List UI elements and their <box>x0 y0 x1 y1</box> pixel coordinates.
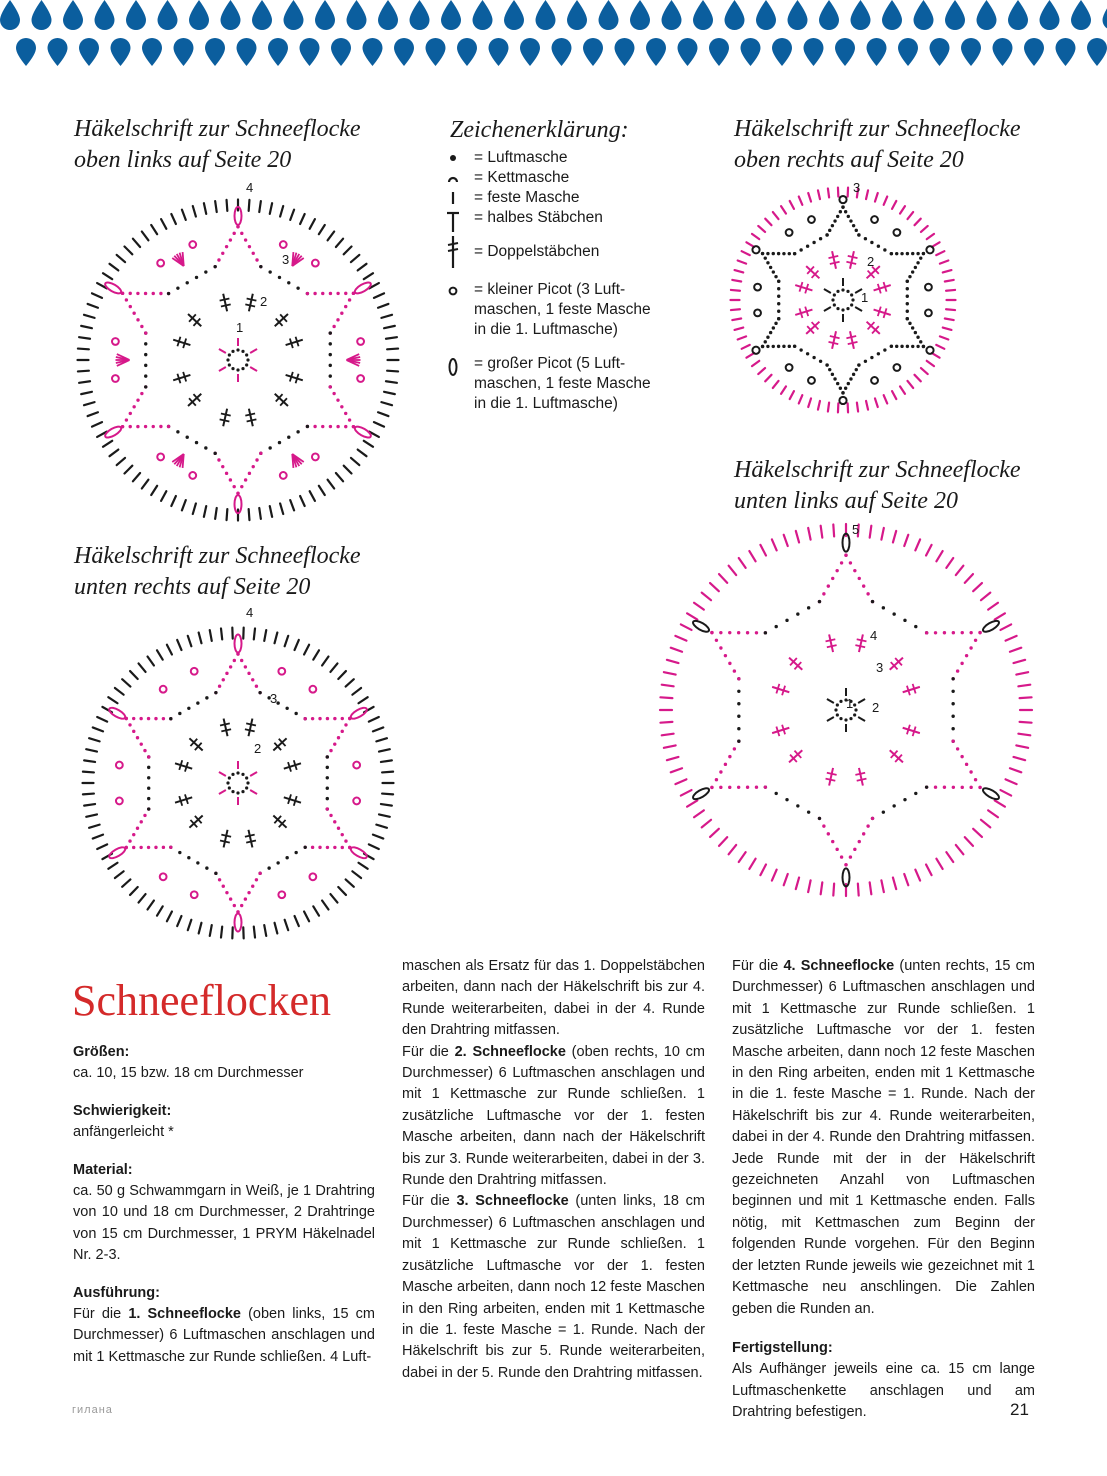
text-run: (unten links, 18 cm Durchmesser) 6 Luftmaschen anschlagen und mit 1 Kettmasche zur Runde schließen. 1 zusätzliche Luftmasche vor der 1. festen Masche arbeiten, dann noch 12 feste Maschen in den Ring arbeiten, enden mit 1 Kettmasche in die 1. feste Masche = 1. Runde. Nach der Häkelschrift bis zur 5. Runde weiterarbeiten, dabei in der 5. Runde den Drahtring mitfassen. <box>402 1193 705 1381</box>
section-heading: Ausführung: <box>73 1284 160 1301</box>
text-run: Für die <box>402 1193 457 1210</box>
section-text: ca. 10, 15 bzw. 18 cm Durchmesser <box>73 1065 304 1082</box>
footer-brand: гилана <box>72 1404 113 1416</box>
small-picot-icon <box>446 280 466 300</box>
crochet-diagram-middle-left <box>70 605 410 960</box>
drop-row-top <box>0 0 1107 30</box>
round-number-label: 1 <box>846 696 854 711</box>
legend-item-large-picot <box>446 354 716 414</box>
round-number-label: 1 <box>236 320 244 335</box>
section-text <box>73 1304 375 1368</box>
caption-line: Häkelschrift zur Schneeflocke <box>734 457 1021 483</box>
large-picot-icon <box>446 354 466 374</box>
legend-item-label: = großer Picot (5 Luft- <box>474 355 626 372</box>
text-run-bold: 2. Schneeflocke <box>454 1043 566 1060</box>
round-number-label: 3 <box>876 660 884 675</box>
legend-item-small-picot <box>446 280 716 340</box>
article-column-1 <box>73 1042 375 1368</box>
caption-line: oben rechts auf Seite 20 <box>734 147 964 173</box>
round-number-label: 2 <box>254 741 262 756</box>
slip-stitch-icon <box>446 168 466 188</box>
text-run-bold: 1. Schneeflocke <box>128 1306 241 1323</box>
round-number-label: 4 <box>246 180 254 195</box>
caption-line: oben links auf Seite 20 <box>74 147 292 173</box>
round-number-label: 3 <box>270 691 278 706</box>
text-run: (oben rechts, 10 cm Durchmesser) 6 Luftmaschen anschlagen und mit 1 Kettmasche zur Runde schließen. 1 zusätzliche Luftmasche vor der 1. festen Masche arbeiten, dann nach der Häkelschrift bis zur 3. Runde weiterarbeiten, dabei in der 3. Runde den Drahtring mitfassen. <box>402 1043 705 1189</box>
legend-item-label: = Kettmasche <box>474 169 570 186</box>
legend-item-single <box>446 188 716 208</box>
caption-top-left <box>74 114 361 176</box>
caption-line: Häkelschrift zur Schneeflocke <box>74 116 361 142</box>
text-run: Für die <box>73 1306 129 1323</box>
single-crochet-icon <box>446 188 466 208</box>
legend-item-label: in die 1. Luftmasche) <box>474 395 618 412</box>
round-number-label: 2 <box>867 254 875 269</box>
legend-item-label: = Luftmasche <box>474 149 568 166</box>
legend-item-treble <box>446 242 716 262</box>
stitch-pattern <box>752 196 933 404</box>
round-number-label: 3 <box>282 252 290 267</box>
text-run: (unten rechts, 15 cm Durchmesser) 6 Luftmaschen anschlagen und mit 1 Kettmasche zur Runde schließen. 1 zusätzliche Luftmasche vor der 1. festen Masche arbeiten, dann noch 12 feste Maschen in den Ring arbeiten, enden mit 1 Kettmasche in die 1. feste Masche = 1. Runde. Nach der Häkelschrift bis zur 4. Runde weiterarbeiten, dabei in der 4. Runde den Drahtring mitfassen. Jede Runde mit der in der Häkelschrift gezeichneten Anzahl von Luftmaschen beginnen und mit 1 Kettmasche enden. Falls nötig, mit Kettmaschen zum Beginn der folgenden Runde vorgehen. Für den Beginn der letzten Runde jeweils wie gezeichnet mit 1 Kettmasche neu anschlingen. Die Zahlen geben die Runden an. <box>732 958 1035 1317</box>
symbol-legend <box>446 116 716 414</box>
round-number-label: 4 <box>870 628 878 643</box>
legend-item-label: = kleiner Picot (3 Luft- <box>474 281 626 298</box>
article-title: Schneeflocken <box>72 976 331 1025</box>
legend-item-label: = feste Masche <box>474 189 580 206</box>
round-number-label: 5 <box>852 522 860 537</box>
paragraph: maschen als Ersatz für das 1. Doppelstäbchen arbeiten, dann nach der Häkelschrift bis zur 4. Runde weiterarbeiten, dabei in der 4. Runde den Drahtring mitfassen. <box>402 958 705 1039</box>
page-number: 21 <box>1010 1400 1029 1419</box>
caption-middle-right <box>734 455 1021 517</box>
wire-ring <box>83 628 394 939</box>
crochet-diagram-top-right <box>725 180 965 430</box>
caption-line: unten rechts auf Seite 20 <box>74 574 311 600</box>
round-number-label: 2 <box>872 700 880 715</box>
crochet-diagram-top-left <box>70 180 410 540</box>
paragraph <box>732 956 1035 1320</box>
article-column-3 <box>732 956 1035 1424</box>
text-run-bold: 4. Schneeflocke <box>783 958 895 974</box>
caption-top-right <box>734 114 1021 176</box>
round-number-label: 1 <box>861 290 869 305</box>
legend-item-label: maschen, 1 feste Masche <box>474 301 651 318</box>
chain-stitch-icon <box>446 148 466 168</box>
round-number-label: 4 <box>246 605 254 620</box>
legend-item-half <box>446 208 716 228</box>
text-run: (oben links, 15 cm Durchmesser) 6 Luftmaschen anschlagen und mit 1 Kettmasche zur Runde schließen. 4 Luft- <box>73 1306 375 1365</box>
section-heading: Material: <box>73 1161 133 1178</box>
caption-line: Häkelschrift zur Schneeflocke <box>734 116 1021 142</box>
text-run-bold: 3. Schneeflocke <box>456 1193 569 1210</box>
decorative-drop-border <box>0 0 1107 70</box>
section-text: ca. 50 g Schwammgarn in Weiß, je 1 Drahtring von 10 und 18 cm Durchmesser, 2 Drahtringe von 15 cm Durchmesser, 1 PRYM Häkelnadel Nr. 2-3. <box>73 1183 375 1264</box>
paragraph: Als Aufhänger jeweils eine ca. 15 cm lange Luftmaschenkette anschlagen und am Drahtring befestigen. <box>732 1361 1035 1421</box>
caption-line: unten links auf Seite 20 <box>734 488 958 514</box>
drop-row-bottom <box>16 38 1107 66</box>
treble-crochet-icon <box>446 242 466 262</box>
round-number-label: 2 <box>260 294 268 309</box>
stitch-pattern <box>108 635 369 932</box>
section-heading: Fertigstellung: <box>732 1339 833 1356</box>
section-text: anfängerleicht * <box>73 1124 174 1141</box>
stitch-pattern <box>104 207 373 513</box>
caption-middle-left <box>74 541 361 603</box>
round-number-label: 3 <box>853 180 861 195</box>
legend-item-label: maschen, 1 feste Masche <box>474 375 651 392</box>
paragraph <box>402 1191 705 1384</box>
legend-item-slip <box>446 168 716 188</box>
paragraph <box>402 1042 705 1192</box>
legend-item-label: in die 1. Luftmasche) <box>474 321 618 338</box>
legend-title: Zeichenerklärung: <box>450 117 629 143</box>
text-run: Für die <box>732 958 784 974</box>
legend-item-label: = halbes Stäbchen <box>474 209 603 226</box>
half-double-crochet-icon <box>446 208 466 228</box>
crochet-diagram-bottom-right <box>650 520 1040 900</box>
text-run: Für die <box>402 1043 455 1060</box>
section-heading: Größen: <box>73 1044 130 1060</box>
wire-ring <box>731 188 956 413</box>
legend-item-label: = Doppelstäbchen <box>474 243 600 260</box>
section-heading: Schwierigkeit: <box>73 1102 172 1119</box>
caption-line: Häkelschrift zur Schneeflocke <box>74 543 361 569</box>
legend-item-chain <box>446 148 716 168</box>
article-column-2 <box>402 956 705 1384</box>
